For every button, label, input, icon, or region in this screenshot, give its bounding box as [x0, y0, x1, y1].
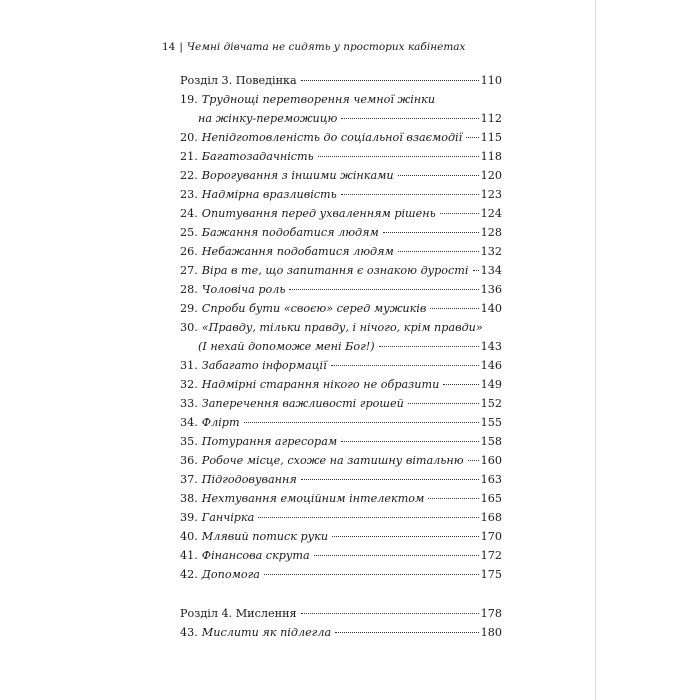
- page-number: 123: [480, 188, 502, 201]
- entry-number: 39.: [180, 511, 198, 524]
- entry-number: 22.: [180, 169, 198, 182]
- running-header: [162, 41, 465, 53]
- toc-entry: [180, 565, 502, 584]
- entry-number: 38.: [180, 492, 198, 505]
- dot-leader: [301, 479, 479, 480]
- toc-section-4: [180, 604, 502, 623]
- entry-title: Млявий потиск руки: [201, 530, 329, 543]
- entry-number: 37.: [180, 473, 198, 486]
- toc-entry: [180, 623, 502, 642]
- page-number: 170: [480, 530, 502, 543]
- page-number: 155: [480, 416, 502, 429]
- dot-leader: [332, 536, 479, 537]
- page-number: 158: [480, 435, 502, 448]
- page-number: 118: [480, 150, 502, 163]
- entry-title: Багатозадачність: [201, 150, 314, 163]
- toc-entry: [180, 299, 502, 318]
- entry-number: 19.: [180, 93, 198, 106]
- entry-title: Підгодовування: [201, 473, 297, 486]
- dot-leader: [443, 384, 478, 385]
- entry-number: 42.: [180, 568, 198, 581]
- entry-title: Ворогування з іншими жінками: [201, 169, 394, 182]
- dot-leader: [428, 498, 478, 499]
- dot-leader: [264, 574, 479, 575]
- dot-leader: [335, 632, 479, 633]
- entry-title: Надмірні старання нікого не образити: [201, 378, 440, 391]
- entry-number: 28.: [180, 283, 198, 296]
- page-number: 163: [480, 473, 502, 486]
- toc-items-section-4: [180, 623, 502, 642]
- page-number: 134: [480, 264, 502, 277]
- entry-number: 27.: [180, 264, 198, 277]
- dot-leader: [473, 270, 479, 271]
- dot-leader: [301, 613, 479, 614]
- entry-title: Флірт: [201, 416, 240, 429]
- entry-title-line2: на жінку-переможицю: [198, 112, 338, 125]
- page-number: 136: [480, 283, 502, 296]
- dot-leader: [341, 118, 478, 119]
- toc-entry: [180, 432, 502, 451]
- entry-number: 21.: [180, 150, 198, 163]
- toc-entry: [180, 185, 502, 204]
- toc-entry: [180, 527, 502, 546]
- page-number: 140: [480, 302, 502, 315]
- entry-title: Чоловіча роль: [201, 283, 286, 296]
- section-title: Розділ 4. Мислення: [180, 607, 297, 620]
- toc-entry-continuation: [180, 337, 502, 356]
- dot-leader: [466, 137, 478, 138]
- entry-number: 23.: [180, 188, 198, 201]
- entry-title: Забагато інформації: [201, 359, 327, 372]
- toc-entry: [180, 128, 502, 147]
- page-number: 110: [480, 74, 502, 87]
- page-number: 112: [480, 112, 502, 125]
- entry-number: 20.: [180, 131, 198, 144]
- toc-entry: [180, 204, 502, 223]
- section-gap: [180, 584, 502, 604]
- entry-number: 26.: [180, 245, 198, 258]
- entry-title: Віра в те, що запитання є ознакою дурості: [201, 264, 469, 277]
- dot-leader: [468, 460, 479, 461]
- entry-title: Фінансова скрута: [201, 549, 310, 562]
- entry-number: 30.: [180, 321, 198, 334]
- entry-title-line2: (І нехай допоможе мені Бог!): [198, 340, 375, 353]
- dot-leader: [398, 251, 479, 252]
- header-book-title: Чемні дівчата не сидять у просторих кабінетах: [186, 41, 466, 53]
- dot-leader: [383, 232, 479, 233]
- page-number: 120: [480, 169, 502, 182]
- entry-title: Опитування перед ухваленням рішень: [201, 207, 436, 220]
- entry-title-line1: «Правду, тільки правду, і нічого, крім правди»: [201, 321, 483, 334]
- toc-entry: [180, 508, 502, 527]
- page-number: 128: [480, 226, 502, 239]
- toc-entry: [180, 451, 502, 470]
- page-number: 124: [480, 207, 502, 220]
- entry-number: 32.: [180, 378, 198, 391]
- page-number: 146: [480, 359, 502, 372]
- page-number: 172: [480, 549, 502, 562]
- entry-title: Робоче місце, схоже на затишну вітальню: [201, 454, 464, 467]
- dot-leader: [440, 213, 479, 214]
- page-number: 168: [480, 511, 502, 524]
- entry-title: Допомога: [201, 568, 260, 581]
- header-separator: |: [179, 41, 183, 53]
- entry-title: Спроби бути «своєю» серед мужиків: [201, 302, 427, 315]
- page-number: 175: [480, 568, 502, 581]
- toc-entry: [180, 242, 502, 261]
- dot-leader: [430, 308, 478, 309]
- entry-number: 24.: [180, 207, 198, 220]
- toc-entry: [180, 375, 502, 394]
- page-number: 143: [480, 340, 502, 353]
- toc-items-section-3: [180, 90, 502, 584]
- entry-title: Непідготовленість до соціальної взаємодії: [201, 131, 463, 144]
- toc-entry-continuation: [180, 109, 502, 128]
- entry-number: 41.: [180, 549, 198, 562]
- toc-entry: [180, 356, 502, 375]
- entry-number: 31.: [180, 359, 198, 372]
- entry-number: 34.: [180, 416, 198, 429]
- entry-number: 35.: [180, 435, 198, 448]
- toc-entry: [180, 470, 502, 489]
- page-number: 149: [480, 378, 502, 391]
- dot-leader: [341, 194, 479, 195]
- dot-leader: [318, 156, 479, 157]
- toc-entry: [180, 546, 502, 565]
- entry-title: Заперечення важливості грошей: [201, 397, 404, 410]
- entry-title: Потурання агресорам: [201, 435, 338, 448]
- entry-title-line1: Труднощі перетворення чемної жінки: [201, 93, 436, 106]
- page-number: 132: [480, 245, 502, 258]
- entry-title: Надмірна вразливість: [201, 188, 337, 201]
- toc-entry: [180, 223, 502, 242]
- toc-entry: [180, 280, 502, 299]
- dot-leader: [331, 365, 479, 366]
- entry-number: 36.: [180, 454, 198, 467]
- dot-leader: [398, 175, 479, 176]
- toc-entry: [180, 394, 502, 413]
- dot-leader: [379, 346, 479, 347]
- entry-title: Нехтування емоційним інтелектом: [201, 492, 425, 505]
- entry-number: 33.: [180, 397, 198, 410]
- toc-entry: [180, 261, 502, 280]
- entry-title: Ганчірка: [201, 511, 255, 524]
- dot-leader: [244, 422, 479, 423]
- entry-title: Небажання подобатися людям: [201, 245, 394, 258]
- toc-entry: [180, 147, 502, 166]
- dot-leader: [408, 403, 479, 404]
- dot-leader: [341, 441, 479, 442]
- toc-entry: [180, 413, 502, 432]
- dot-leader: [301, 80, 479, 81]
- page-number: 165: [480, 492, 502, 505]
- entry-number: 29.: [180, 302, 198, 315]
- section-title: Розділ 3. Поведінка: [180, 74, 297, 87]
- toc-section-3: [180, 71, 502, 90]
- dot-leader: [314, 555, 479, 556]
- toc-entry: [180, 166, 502, 185]
- page-number: 178: [480, 607, 502, 620]
- page-number: 180: [480, 626, 502, 639]
- entry-number: 25.: [180, 226, 198, 239]
- header-page-number: 14: [162, 41, 176, 53]
- entry-number: 40.: [180, 530, 198, 543]
- entry-number: 43.: [180, 626, 198, 639]
- entry-title: Бажання подобатися людям: [201, 226, 379, 239]
- toc-entry: [180, 318, 502, 337]
- page-number: 115: [480, 131, 502, 144]
- entry-title: Мислити як підлегла: [201, 626, 332, 639]
- dot-leader: [258, 517, 478, 518]
- toc-entry: [180, 90, 502, 109]
- table-of-contents: [180, 71, 502, 642]
- page-number: 160: [480, 454, 502, 467]
- dot-leader: [289, 289, 478, 290]
- page-number: 152: [480, 397, 502, 410]
- toc-entry: [180, 489, 502, 508]
